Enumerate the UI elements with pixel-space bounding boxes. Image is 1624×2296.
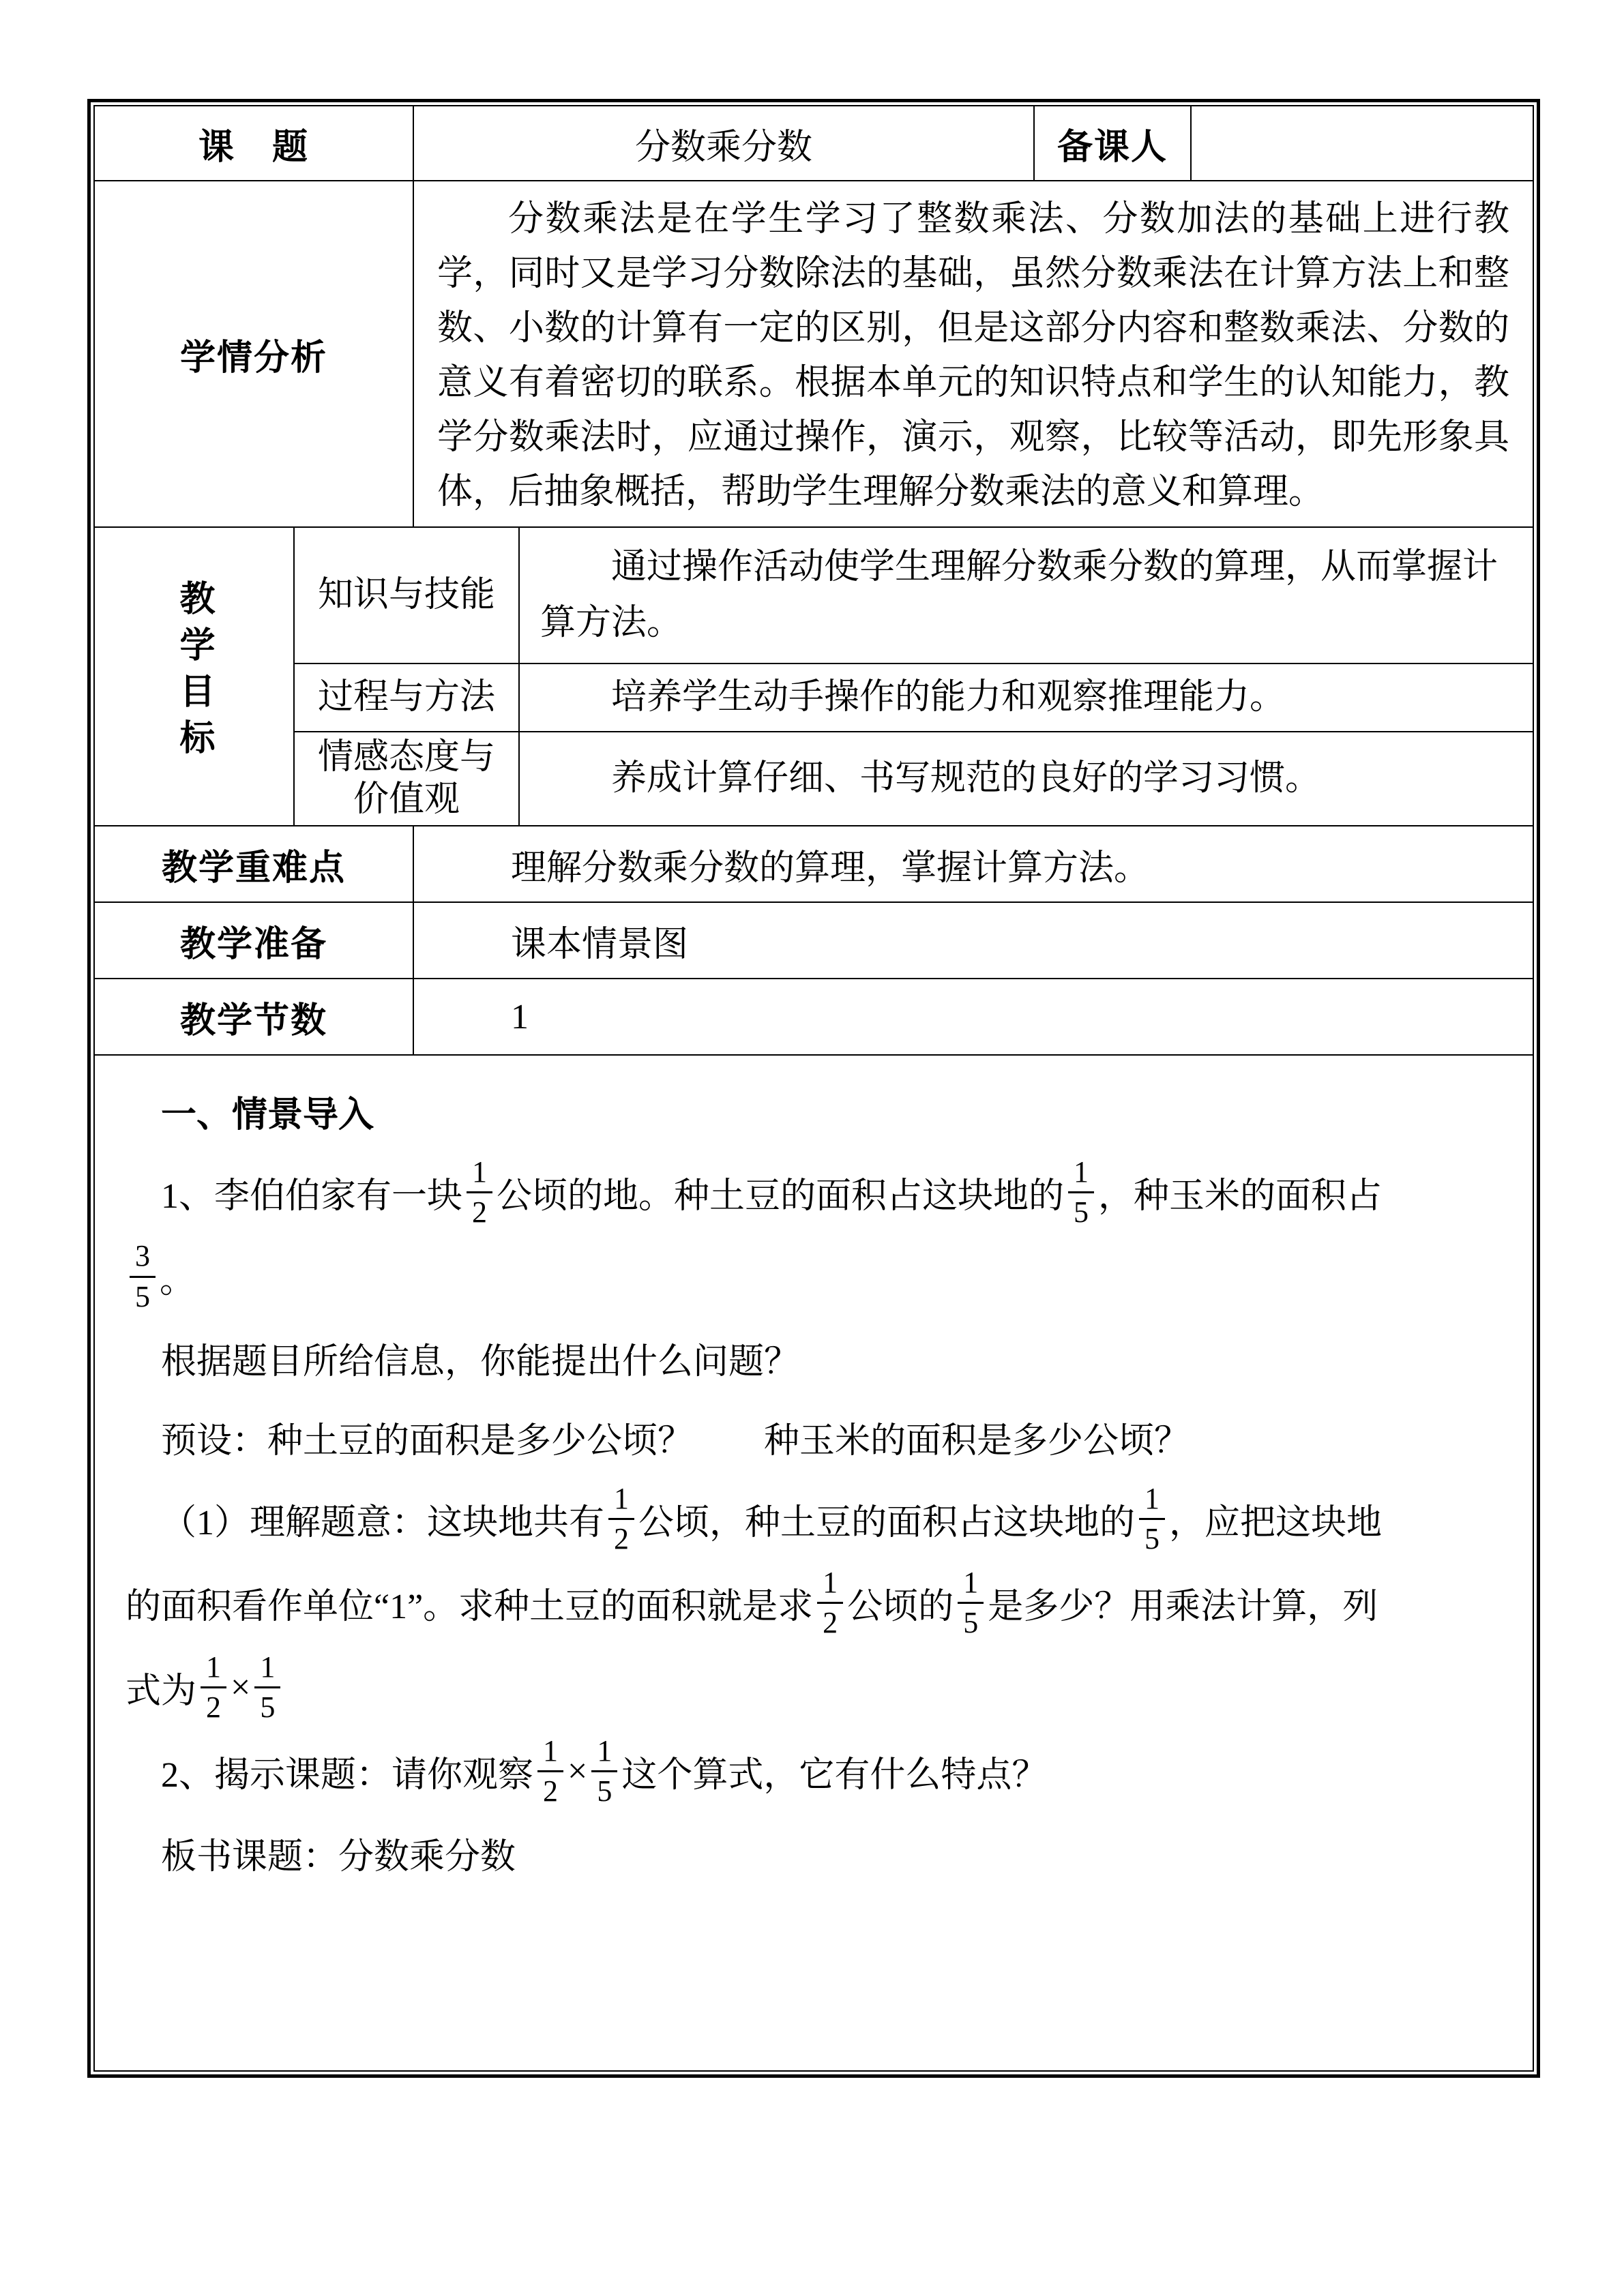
lesson-row [94,1055,1533,2071]
fraction [201,1652,226,1723]
objective-text-attitude: 养成计算仔细、书写规范的良好的学习习惯。 [519,732,1533,826]
preparer-value [1191,106,1533,181]
lesson-text: 预设：种土豆的面积是多少公顷？ 种玉米的面积是多少公顷？ [161,1422,1190,1461]
lesson-line [126,1401,1502,1474]
fraction-denominator: 5 [597,1774,612,1808]
fraction-denominator: 5 [963,1606,979,1640]
lesson-line [126,1817,1502,1889]
fraction-denominator: 2 [472,1195,488,1229]
fraction-numerator: 1 [201,1652,226,1688]
lesson-plan-table [93,105,1534,2072]
fraction-denominator: 2 [614,1521,630,1555]
objective-name-process: 过程与方法 [294,664,519,732]
lesson-text: 1、李伯伯家有一块 [161,1177,463,1217]
key-points-row [94,826,1533,902]
fraction-denominator: 5 [1145,1521,1160,1555]
objectives-label: 教学目标 [174,579,213,765]
objective-text-knowledge: 通过操作活动使学生理解分数乘分数的算理，从而掌握计算方法。 [519,527,1533,664]
fraction [958,1567,984,1639]
fraction [467,1157,492,1228]
lesson-text: 一、情景导入 [161,1094,374,1135]
objective-name-attitude: 情感态度与价值观 [294,732,519,826]
analysis-label: 学情分析 [94,181,413,527]
preparation-label: 教学准备 [94,902,413,979]
lesson-line [126,1238,1502,1315]
lesson-line [126,1564,1502,1641]
lesson-line [126,1649,1502,1726]
fraction [1139,1483,1165,1555]
fraction [1068,1157,1094,1228]
lesson-text: 板书课题：分数乘分数 [161,1837,516,1877]
lesson-text: 的面积看作单位“1”。求种土豆的面积就是求 [126,1587,814,1627]
lesson-text: 。 [160,1261,196,1300]
fraction-numerator: 1 [537,1735,563,1772]
fraction-denominator: 5 [260,1690,276,1724]
fraction-numerator: 3 [130,1240,156,1277]
lesson-text: 这个算式，它有什么特点？ [621,1756,1048,1795]
preparer-label: 备课人 [1034,106,1191,181]
periods-text: 1 [413,979,1533,1055]
fraction-denominator: 2 [206,1690,222,1724]
lesson-line [126,1733,1502,1810]
lesson-text: 是多少？用乘法计算，列 [988,1587,1378,1627]
topic-value: 分数乘分数 [413,106,1034,181]
lesson-line [126,1480,1502,1557]
lesson-line [126,1322,1502,1395]
objectives-row-attitude [94,732,1533,826]
fraction-denominator: 5 [135,1279,150,1313]
key-points-label: 教学重难点 [94,826,413,902]
lesson-text: 2、揭示课题：请你观察 [161,1756,534,1795]
lesson-plan-table-frame [87,99,1540,2078]
objectives-label-cell [94,527,294,826]
lesson-text: ，应把这块地 [1169,1503,1383,1542]
fraction-numerator: 1 [958,1567,984,1604]
analysis-text: 分数乘法是在学生学习了整数乘法、分数加法的基础上进行教学，同时又是学习分数除法的基础，虽然分数乘法在计算方法上和整数、小数的计算有一定的区别，但是这部分内容和整数乘法、分数的意义有着密切的联系。根据本单元的知识特点和学生的认知能力，教学分数乘法时，应通过操作，演示，观察，比较等活动，即先形象具体，后抽象概括，帮助学生理解分数乘法的意义和算理。 [413,181,1533,527]
lesson-text: × [231,1667,251,1707]
lesson-content [94,1055,1533,2071]
preparation-text: 课本情景图 [413,902,1533,979]
fraction-denominator: 2 [823,1606,838,1640]
fraction-numerator: 1 [467,1157,492,1193]
fraction-numerator: 1 [591,1735,617,1772]
fraction-numerator: 1 [254,1652,280,1688]
periods-row [94,979,1533,1055]
fraction-numerator: 1 [1139,1483,1165,1520]
objective-text-process: 培养学生动手操作的能力和观察推理能力。 [519,664,1533,732]
objectives-row-process [94,664,1533,732]
lesson-text: × [567,1752,588,1791]
lesson-text: （1）理解题意：这块地共有 [161,1503,605,1542]
fraction-numerator: 1 [1068,1157,1094,1193]
lesson-text: 式为 [126,1671,197,1711]
preparation-row [94,902,1533,979]
lesson-text: 公顷的 [847,1587,954,1627]
lesson-text: 根据题目所给信息，你能提出什么问题？ [161,1343,800,1382]
analysis-row [94,181,1533,527]
periods-label: 教学节数 [94,979,413,1055]
objective-name-knowledge: 知识与技能 [294,527,519,664]
lesson-text: 公顷，种土豆的面积占这块地的 [638,1503,1136,1542]
fraction [537,1735,563,1807]
fraction [591,1735,617,1807]
fraction-numerator: 1 [608,1483,634,1520]
lesson-line [126,1154,1502,1231]
fraction [254,1652,280,1723]
lesson-text: ，种玉米的面积占 [1098,1177,1383,1217]
fraction [130,1240,156,1312]
topic-label: 课 题 [94,106,413,181]
fraction [817,1567,843,1639]
header-row [94,106,1533,181]
fraction [608,1483,634,1555]
key-points-text: 理解分数乘分数的算理，掌握计算方法。 [413,826,1533,902]
lesson-line [126,1075,1502,1147]
fraction-denominator: 2 [543,1774,559,1808]
fraction-numerator: 1 [817,1567,843,1604]
fraction-denominator: 5 [1074,1195,1089,1229]
lesson-text: 公顷的地。种土豆的面积占这块地的 [497,1177,1065,1217]
objectives-row-knowledge [94,527,1533,664]
